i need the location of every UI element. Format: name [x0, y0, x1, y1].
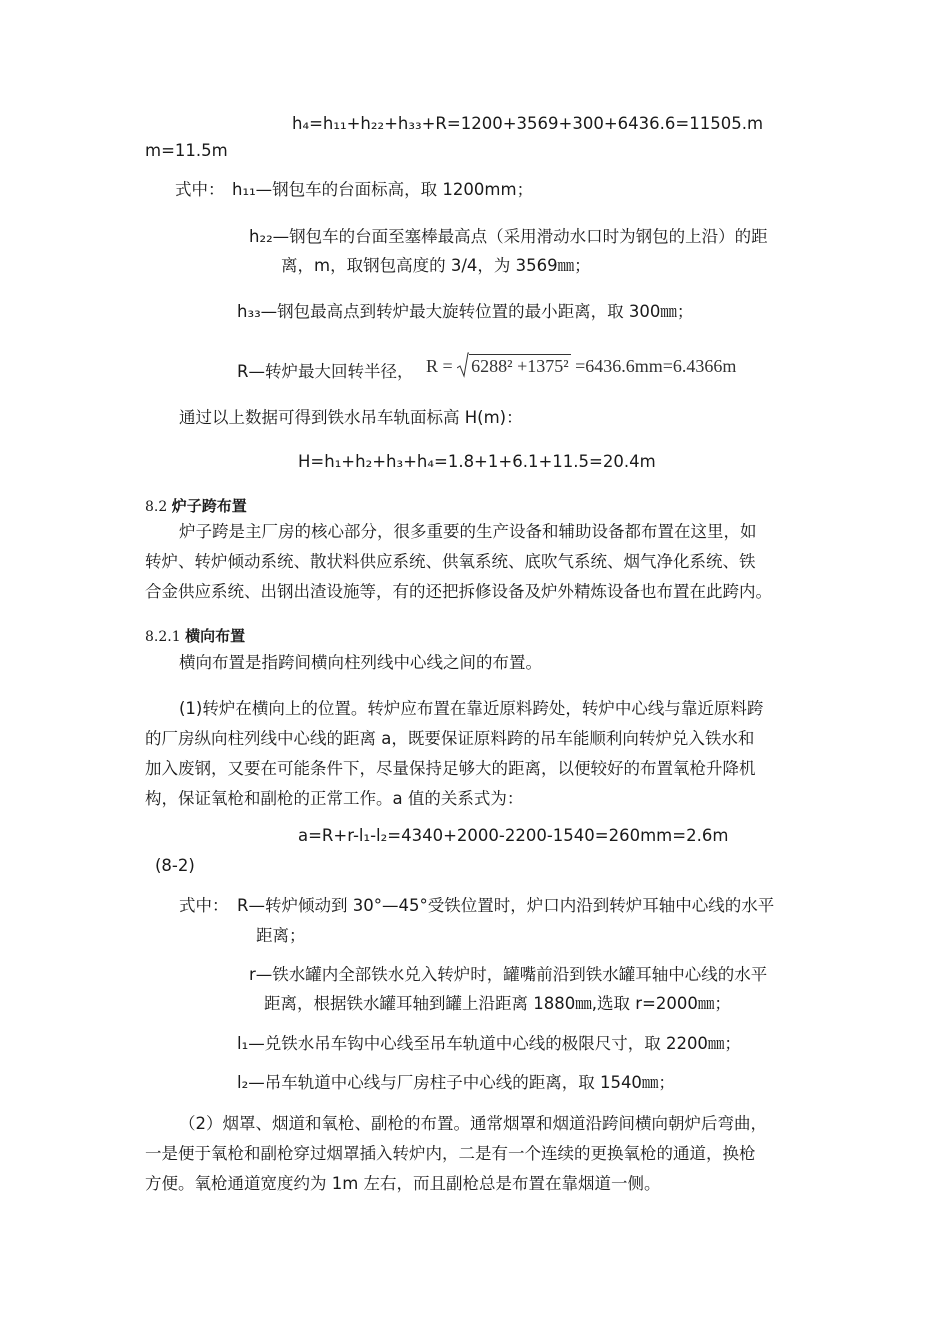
summary-text: 通过以上数据可得到铁水吊车轨面标高 H(m)：: [179, 408, 523, 427]
definition-r-label: R—转炉最大回转半径，: [237, 362, 414, 381]
equation-H: H=h₁+h₂+h₃+h₄=1.8+1+6.1+11.5=20.4m: [298, 452, 656, 471]
definition-l2: l₂—吊车轨道中心线与厂房柱子中心线的距离，取 1540㎜；: [237, 1073, 675, 1092]
equation-h4-line1: h₄=h₁₁+h₂₂+h₃₃+R=1200+3569+300+6436.6=11505.m: [292, 114, 764, 133]
definition-h22-line1: h₂₂—钢包车的台面至塞棒最高点（采用滑动水口时为钢包的上沿）的距: [249, 227, 768, 246]
paragraph-line: （2）烟罩、烟道和氧枪、副枪的布置。通常烟罩和烟道沿跨间横向朝炉后弯曲，: [179, 1114, 767, 1133]
definition-r-line1: r—铁水罐内全部铁水兑入转炉时，罐嘴前沿到铁水罐耳轴中心线的水平: [249, 965, 768, 984]
section-heading-8-2-1: [145, 625, 245, 648]
definition-R-line1: R—转炉倾动到 30°—45°受铁位置时，炉口内沿到转炉耳轴中心线的水平: [237, 896, 775, 915]
section-heading-8-2: [145, 495, 247, 518]
equation-a: a=R+r-l₁-l₂=4340+2000-2200-1540=260mm=2.6m: [298, 826, 729, 845]
intro-text: 横向布置是指跨间横向柱列线中心线之间的布置。: [179, 653, 542, 672]
equation-h4-line2: m=11.5m: [145, 141, 228, 160]
paragraph-line: 转炉、转炉倾动系统、散状料供应系统、供氧系统、底吹气系统、烟气净化系统、铁: [145, 552, 756, 571]
definition-r-line2: 距离，根据铁水罐耳轴到罐上沿距离 1880㎜,选取 r=2000㎜；: [264, 994, 731, 1013]
definition-R-line2: 距离；: [256, 926, 306, 945]
paragraph-line: 炉子跨是主厂房的核心部分，很多重要的生产设备和辅助设备都布置在这里，如: [179, 522, 757, 541]
definition-h11: h₁₁—钢包车的台面标高，取 1200mm；: [232, 180, 534, 199]
paragraph-line: (1)转炉在横向上的位置。转炉应布置在靠近原料跨处，转炉中心线与靠近原料跨: [179, 699, 764, 718]
where-prefix: 式中：: [175, 180, 225, 199]
definition-h33: h₃₃—钢包最高点到转炉最大旋转位置的最小距离，取 300㎜；: [237, 302, 694, 321]
r-formula-lhs: R =: [426, 356, 453, 376]
section-title: 横向布置: [185, 627, 246, 645]
r-formula: [426, 354, 736, 377]
definition-l1: l₁—兑铁水吊车钩中心线至吊车轨道中心线的极限尺寸，取 2200㎜；: [237, 1034, 741, 1053]
sqrt-symbol: [457, 354, 570, 377]
where-prefix: 式中：: [179, 896, 229, 915]
definition-h22-line2: 离，m，取钢包高度的 3/4，为 3569㎜；: [281, 256, 591, 275]
section-number: 8.2.1: [145, 629, 181, 645]
paragraph-line: 的厂房纵向柱列线中心线的距离 a，既要保证原料跨的吊车能顺利向转炉兑入铁水和: [145, 729, 755, 748]
paragraph-line: 一是便于氧枪和副枪穿过烟罩插入转炉内，二是有一个连续的更换氧枪的通道，换枪: [145, 1144, 756, 1163]
section-number: 8.2: [145, 499, 168, 515]
paragraph-line: 合金供应系统、出钢出渣设施等，有的还把拆修设备及炉外精炼设备也布置在此跨内。: [145, 582, 772, 601]
paragraph-line: 构，保证氧枪和副枪的正常工作。a 值的关系式为：: [145, 789, 524, 808]
radical-sign-icon: [457, 352, 469, 378]
equation-number: (8-2): [155, 856, 195, 875]
r-formula-rhs: =6436.6mm=6.4366m: [575, 356, 737, 376]
paragraph-line: 加入废钢，又要在可能条件下，尽量保持足够大的距离，以便较好的布置氧枪升降机: [145, 759, 756, 778]
r-formula-radicand: 6288² +1375²: [471, 356, 569, 376]
section-title: 炉子跨布置: [171, 497, 247, 515]
paragraph-line: 方便。氧枪通道宽度约为 1m 左右，而且副枪总是布置在靠烟道一侧。: [145, 1174, 661, 1193]
